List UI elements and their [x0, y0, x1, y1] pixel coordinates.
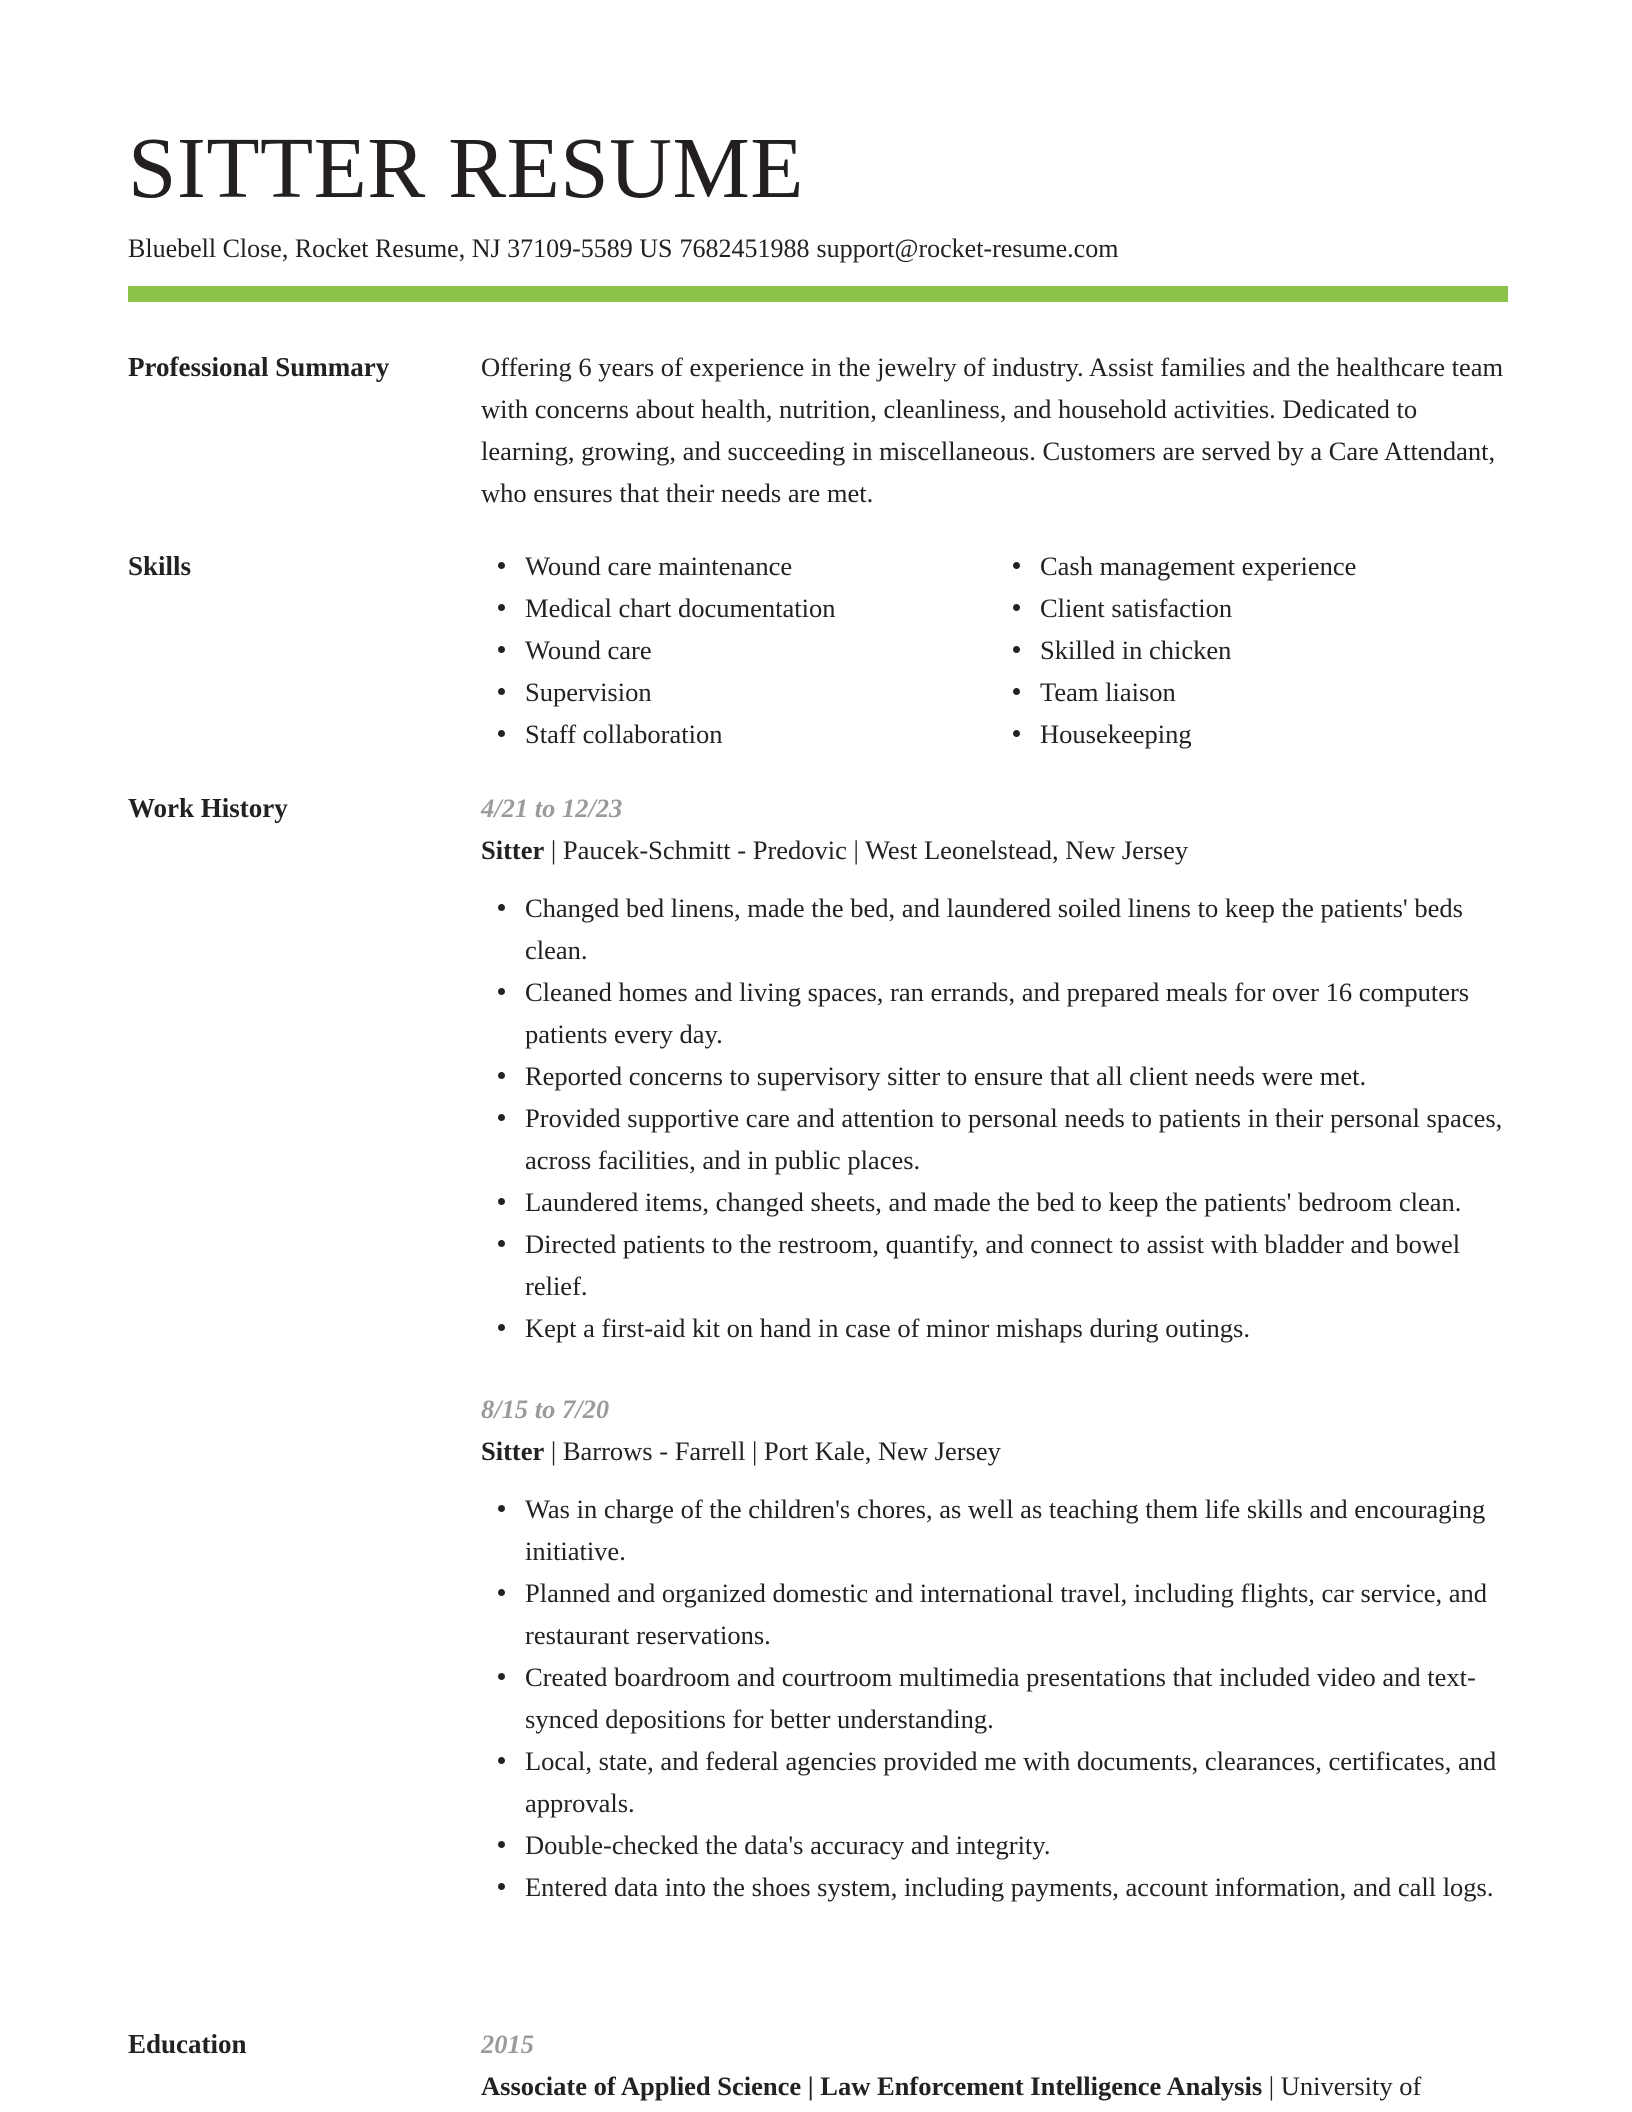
skills-columns	[481, 545, 1511, 755]
header-divider	[128, 286, 1508, 302]
job-details: | Barrows - Farrell | Port Kale, New Jersey	[544, 1436, 1001, 1466]
skills-list-right	[996, 545, 1511, 755]
education-heading: Education	[128, 2029, 247, 2059]
job-bullet: Laundered items, changed sheets, and made the bed to keep the patients' bedroom clean.	[525, 1181, 1511, 1223]
education-degree: Associate of Applied Science | Law Enforcement Intelligence Analysis	[481, 2071, 1263, 2101]
job-bullet: Kept a first-aid kit on hand in case of minor mishaps during outings.	[525, 1307, 1511, 1349]
job-heading	[481, 1430, 1511, 1472]
education-heading-line	[481, 2065, 1511, 2107]
job-bullet: Reported concerns to supervisory sitter to ensure that all client needs were met.	[525, 1055, 1511, 1097]
job-dates: 8/15 to 7/20	[481, 1394, 610, 1424]
job-bullets	[481, 1488, 1511, 1908]
job-bullet: Local, state, and federal agencies provided me with documents, clearances, certificates, and approvals.	[525, 1740, 1511, 1824]
skill-item: Client satisfaction	[1040, 587, 1511, 629]
skill-item: Housekeeping	[1040, 713, 1511, 755]
skill-item: Wound care maintenance	[525, 545, 996, 587]
skill-item: Supervision	[525, 671, 996, 713]
job-title: Sitter	[481, 1436, 545, 1466]
skill-item: Skilled in chicken	[1040, 629, 1511, 671]
skill-item: Wound care	[525, 629, 996, 671]
job-title: Sitter	[481, 835, 545, 865]
contact-phone: 7682451988	[679, 234, 810, 263]
job-bullet: Directed patients to the restroom, quantify, and connect to assist with bladder and bowel relief.	[525, 1223, 1511, 1307]
skill-item: Staff collaboration	[525, 713, 996, 755]
contact-address: Bluebell Close, Rocket Resume, NJ 37109-5589 US	[128, 234, 673, 263]
job-bullet: Changed bed linens, made the bed, and laundered soiled linens to keep the patients' beds clean.	[525, 887, 1511, 971]
job-bullet: Was in charge of the children's chores, as well as teaching them life skills and encouraging initiative.	[525, 1488, 1511, 1572]
work-history-heading: Work History	[128, 793, 288, 823]
resume-title: SITTER RESUME	[128, 119, 804, 216]
job-bullet: Cleaned homes and living spaces, ran errands, and prepared meals for over 16 computers patients every day.	[525, 971, 1511, 1055]
job-bullet: Entered data into the shoes system, including payments, account information, and call logs.	[525, 1866, 1511, 1908]
work-history-body	[481, 787, 1511, 1908]
skills-list-left	[481, 545, 996, 755]
education-school: | University of	[1262, 2071, 1422, 2101]
job-bullet: Double-checked the data's accuracy and integrity.	[525, 1824, 1511, 1866]
job-bullet: Planned and organized domestic and international travel, including flights, car service, and restaurant reservations.	[525, 1572, 1511, 1656]
skills-heading: Skills	[128, 551, 192, 581]
summary-heading: Professional Summary	[128, 352, 390, 382]
education-body	[481, 2023, 1511, 2107]
job-entry	[481, 1388, 1511, 1908]
skills-body	[481, 545, 1511, 755]
job-dates: 4/21 to 12/23	[481, 793, 623, 823]
job-bullets	[481, 887, 1511, 1349]
summary-body	[481, 346, 1511, 514]
job-details: | Paucek-Schmitt - Predovic | West Leonelstead, New Jersey	[544, 835, 1189, 865]
job-bullet: Provided supportive care and attention to personal needs to patients in their personal spaces, across facilities, and in public places.	[525, 1097, 1511, 1181]
education-year: 2015	[481, 2029, 534, 2059]
skill-item: Cash management experience	[1040, 545, 1511, 587]
skill-item: Team liaison	[1040, 671, 1511, 713]
contact-line	[128, 233, 1118, 265]
job-bullet: Created boardroom and courtroom multimedia presentations that included video and text-synced depositions for better understanding.	[525, 1656, 1511, 1740]
contact-email: support@rocket-resume.com	[816, 234, 1119, 263]
summary-text: Offering 6 years of experience in the jewelry of industry. Assist families and the healthcare team with concerns about health, nutrition, cleanliness, and household activities. Dedicated to learning, growing, and succeeding in miscellaneous. Customers are served by a Care Attendant, who ensures that their needs are met.	[481, 352, 1504, 508]
skill-item: Medical chart documentation	[525, 587, 996, 629]
job-heading	[481, 829, 1511, 871]
job-entry	[481, 787, 1511, 1349]
